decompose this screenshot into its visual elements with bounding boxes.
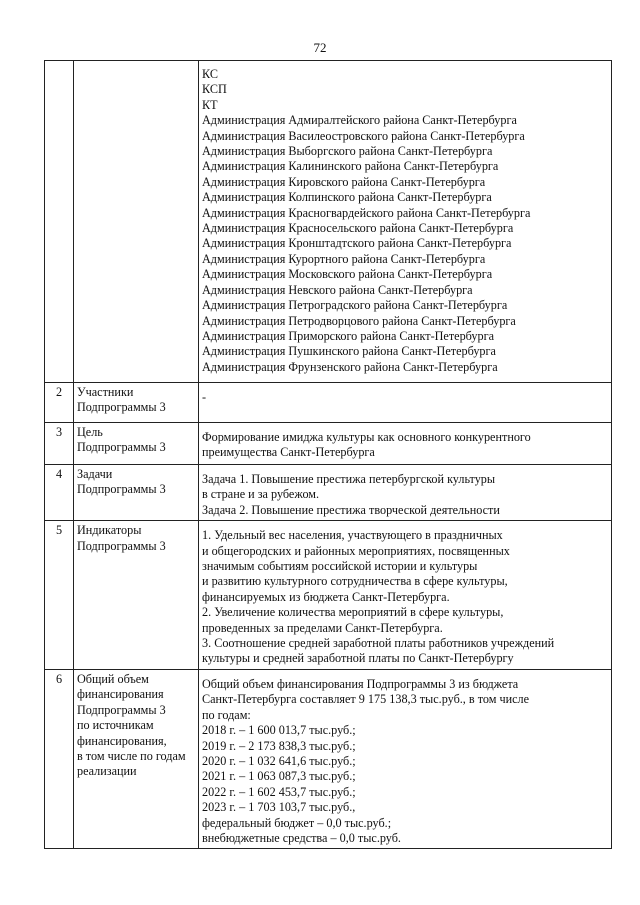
row-parameter-name <box>74 61 199 383</box>
value-line: - <box>202 390 207 404</box>
value-line: и развитию культурного сотрудничества в сфере культуры, <box>202 574 508 589</box>
value-line: 1. Удельный вес населения, участвующего в праздничных <box>202 528 503 543</box>
value-line: Администрация Московского района Санкт-Петербурга <box>202 267 493 282</box>
row-number: 3 <box>45 423 74 465</box>
value-line: 2022 г. – 1 602 453,7 тыс.руб.; <box>202 784 356 799</box>
name-line: Цель <box>77 425 103 439</box>
value-line: Формирование имиджа культуры как основного конкурентного <box>202 430 531 444</box>
name-line: Подпрограммы 3 <box>77 440 166 455</box>
name-line: финансирования, <box>77 733 167 748</box>
value-line: значимым событиям российской истории и культуры <box>202 559 478 574</box>
value-line: Санкт-Петербурга составляет 9 175 138,3 тыс.руб., в том числе <box>202 692 530 707</box>
value-line: 2. Увеличение количества мероприятий в сфере культуры, <box>202 605 504 620</box>
value-line: Администрация Петродворцового района Санкт-Петербурга <box>202 313 516 328</box>
value-line: Администрация Калининского района Санкт-Петербурга <box>202 159 499 174</box>
value-line: 2020 г. – 1 032 641,6 тыс.руб.; <box>202 753 356 768</box>
row-number <box>45 61 74 383</box>
value-line: культуры и средней заработной платы по Санкт-Петербургу <box>202 651 514 666</box>
value-line: Администрация Кронштадтского района Санкт-Петербурга <box>202 236 512 251</box>
name-line: Индикаторы <box>77 523 142 538</box>
table-row <box>45 383 612 423</box>
row-parameter-name <box>74 423 199 465</box>
value-line: проведенных за пределами Санкт-Петербурга. <box>202 620 443 635</box>
value-line: внебюджетные средства – 0,0 тыс.руб. <box>202 830 401 845</box>
name-line: Участники <box>77 385 134 399</box>
value-line: Задача 1. Повышение престижа петербургской культуры <box>202 472 496 486</box>
row-number: 5 <box>45 521 74 670</box>
name-line: Подпрограммы 3 <box>77 400 166 415</box>
name-line: Подпрограммы 3 <box>77 482 166 497</box>
value-line: Администрация Василеостровского района Санкт-Петербурга <box>202 128 525 143</box>
value-line: 2021 г. – 1 063 087,3 тыс.руб.; <box>202 769 356 784</box>
value-line: Администрация Курортного района Санкт-Петербурга <box>202 251 486 266</box>
name-line: Подпрограммы 3 <box>77 702 166 717</box>
value-line: Администрация Кировского района Санкт-Петербурга <box>202 174 486 189</box>
value-line: преимущества Санкт-Петербурга <box>202 445 375 460</box>
value-line: КС <box>202 67 218 81</box>
table-row <box>45 423 612 465</box>
value-line: 3. Соотношение средней заработной платы работников учреждений <box>202 636 555 651</box>
table-row <box>45 61 612 383</box>
name-line: Общий объем <box>77 671 149 686</box>
row-number: 6 <box>45 669 74 848</box>
value-line: Администрация Фрунзенского района Санкт-Петербурга <box>202 359 498 374</box>
row-parameter-name <box>74 521 199 670</box>
row-parameter-value <box>199 465 612 521</box>
value-line: Администрация Колпинского района Санкт-Петербурга <box>202 190 492 205</box>
table-row <box>45 465 612 521</box>
table-row <box>45 521 612 670</box>
subprogram-passport-table <box>44 60 612 849</box>
value-line: Задача 2. Повышение престижа творческой деятельности <box>202 502 500 517</box>
page-number: 72 <box>313 40 327 55</box>
row-number: 4 <box>45 465 74 521</box>
row-parameter-name <box>74 669 199 848</box>
row-parameter-name <box>74 383 199 423</box>
name-line: Задачи <box>77 467 113 481</box>
value-line: Администрация Выборгского района Санкт-Петербурга <box>202 144 493 159</box>
row-parameter-value <box>199 521 612 670</box>
name-line: по источникам <box>77 718 154 733</box>
value-line: федеральный бюджет – 0,0 тыс.руб.; <box>202 815 392 830</box>
value-line: КСП <box>202 82 227 97</box>
value-line: Администрация Красносельского района Санкт-Петербурга <box>202 221 514 236</box>
value-line: Общий объем финансирования Подпрограммы 3 из бюджета <box>202 676 519 691</box>
value-line: Администрация Невского района Санкт-Петербурга <box>202 282 473 297</box>
name-line: финансирования <box>77 687 164 702</box>
row-parameter-value <box>199 61 612 383</box>
value-line: Администрация Пушкинского района Санкт-Петербурга <box>202 344 496 359</box>
row-parameter-value <box>199 383 612 423</box>
value-line: и общегородских и районных мероприятиях, посвященных <box>202 543 510 558</box>
name-line: реализации <box>77 764 137 779</box>
name-line: в том числе по годам <box>77 748 186 763</box>
row-parameter-name <box>74 465 199 521</box>
value-line: по годам: <box>202 707 251 722</box>
value-line: в стране и за рубежом. <box>202 487 320 502</box>
value-line: Администрация Приморского района Санкт-Петербурга <box>202 328 494 343</box>
value-line: финансируемых из бюджета Санкт-Петербурга. <box>202 589 450 604</box>
value-line: 2018 г. – 1 600 013,7 тыс.руб.; <box>202 723 356 738</box>
value-line: Администрация Красногвардейского района Санкт-Петербурга <box>202 205 531 220</box>
row-number: 2 <box>45 383 74 423</box>
value-line: Администрация Адмиралтейского района Санкт-Петербурга <box>202 113 517 128</box>
value-line: КТ <box>202 97 218 112</box>
value-line: 2019 г. – 2 173 838,3 тыс.руб.; <box>202 738 356 753</box>
row-parameter-value <box>199 669 612 848</box>
value-line: Администрация Петроградского района Санкт-Петербурга <box>202 298 508 313</box>
value-line: 2023 г. – 1 703 103,7 тыс.руб., <box>202 800 356 815</box>
table-row <box>45 669 612 848</box>
name-line: Подпрограммы 3 <box>77 538 166 553</box>
row-parameter-value <box>199 423 612 465</box>
